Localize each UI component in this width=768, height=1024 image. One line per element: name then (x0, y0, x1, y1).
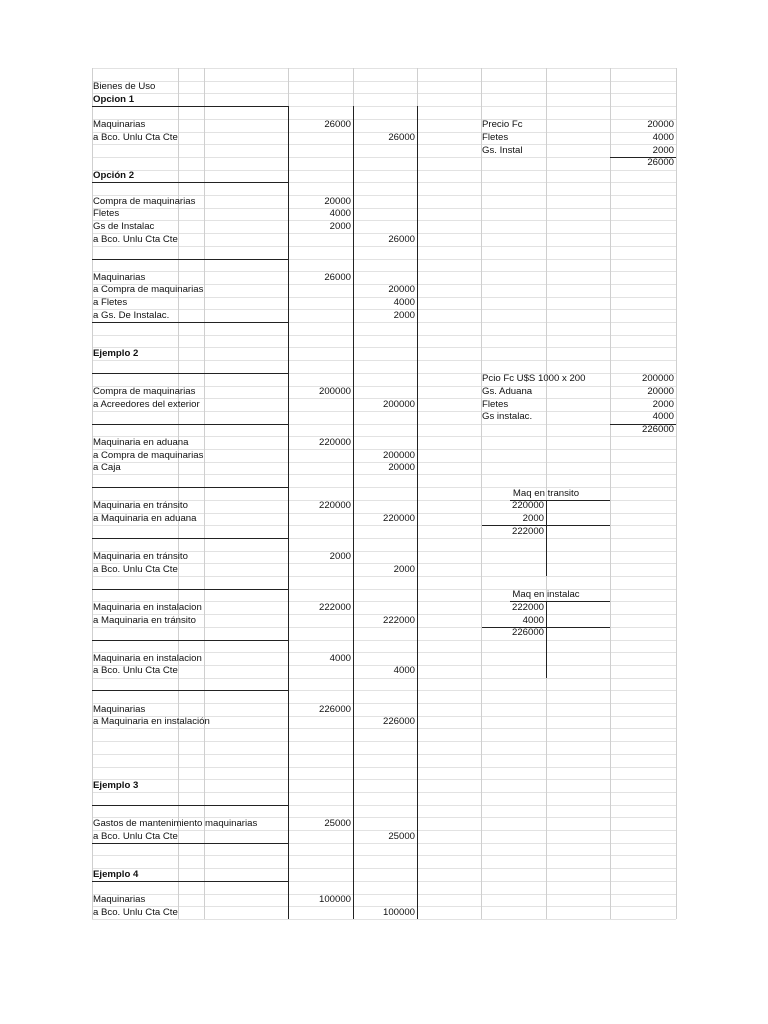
grid-row-line (92, 68, 676, 69)
journal-separator (92, 589, 288, 590)
grid-row-line (92, 170, 676, 171)
credit-amount: 26000 (388, 132, 415, 143)
t-account-amount: 222000 (511, 601, 544, 613)
account-label: a Bco. Unlu Cta Cte (93, 563, 178, 575)
t-account-amount: 2000 (522, 513, 544, 524)
debit-amount: 4000 (329, 208, 351, 220)
credit-amount: 20000 (388, 284, 415, 296)
journal-separator (92, 538, 288, 539)
grid-row-line (92, 855, 676, 856)
journal-separator (92, 424, 288, 425)
credit-amount: 222000 (382, 614, 415, 626)
grid-row-line (92, 754, 676, 755)
debit-amount: 220000 (318, 436, 351, 448)
account-label: a Bco. Unlu Cta Cte (93, 665, 178, 677)
grid-row-line (92, 81, 676, 82)
account-label: Maquinarias (93, 119, 146, 131)
credit-amount: 220000 (382, 513, 415, 524)
grid-row-line (92, 868, 676, 869)
grid-row-line (92, 157, 676, 158)
credit-amount: 25000 (388, 830, 415, 842)
account-label: a Compra de maquinarias (93, 284, 204, 296)
credit-amount: 226000 (382, 716, 415, 728)
journal-column-rule (546, 601, 547, 677)
account-label: a Maquinaria en instalación (93, 716, 210, 728)
journal-separator (92, 487, 288, 488)
account-label: Ejemplo 4 (93, 868, 139, 880)
account-label: Maquinarias (93, 703, 146, 715)
grid-row-line (92, 767, 676, 768)
account-label: a Bco. Unlu Cta Cte (93, 830, 178, 842)
debit-amount: 4000 (329, 652, 351, 664)
cost-item-label: Gs. Instal (482, 144, 523, 156)
account-label: Opcion 1 (93, 93, 135, 105)
credit-amount: 2000 (393, 309, 415, 321)
account-label: a Caja (93, 462, 121, 474)
account-label: Fletes (93, 208, 120, 220)
credit-amount: 2000 (393, 563, 415, 575)
t-account-title: Maq en instalac (512, 589, 580, 601)
account-label: a Acreedores del exterior (93, 398, 200, 410)
account-label: a Fletes (93, 297, 128, 309)
grid-row-line (92, 894, 676, 895)
grid-row-line (92, 119, 676, 120)
grid-row-line (92, 335, 676, 336)
account-label: a Bco. Unlu Cta Cte (93, 233, 178, 245)
account-label: Ejemplo 2 (93, 347, 139, 359)
cost-item-label: Fletes (482, 398, 509, 410)
account-label: Maquinarias (93, 271, 146, 283)
account-label: a Compra de maquinarias (93, 449, 204, 461)
account-label: Bienes de Uso (93, 81, 156, 93)
journal-separator (92, 259, 288, 260)
grid-row-line (92, 271, 676, 272)
account-label: Maquinaria en tránsito (93, 551, 188, 563)
account-label: a Maquinaria en tránsito (93, 614, 196, 626)
journal-column-rule (417, 106, 418, 919)
grid-row-line (92, 741, 676, 742)
account-label: a Maquinaria en aduana (93, 513, 197, 524)
credit-amount: 20000 (388, 462, 415, 474)
credit-amount: 200000 (382, 449, 415, 461)
grid-row-line (92, 792, 676, 793)
cost-amount: 4000 (652, 132, 674, 143)
credit-amount: 4000 (393, 297, 415, 309)
debit-amount: 25000 (324, 817, 351, 829)
journal-separator (92, 640, 288, 641)
account-label: Ejemplo 3 (93, 779, 139, 791)
account-label: Compra de maquinarias (93, 386, 196, 397)
t-account-title: Maq en transito (512, 487, 580, 499)
debit-amount: 2000 (329, 220, 351, 232)
cost-item-label: Gs. Aduana (482, 386, 533, 397)
credit-amount: 26000 (388, 233, 415, 245)
cost-amount: 2000 (652, 398, 674, 410)
account-label: Maquinaria en tránsito (93, 500, 188, 512)
spreadsheet-page (92, 68, 676, 928)
t-account-amount: 226000 (511, 627, 544, 639)
account-label: a Bco. Unlu Cta Cte (93, 132, 178, 143)
debit-amount: 26000 (324, 271, 351, 283)
debit-amount: 100000 (318, 894, 351, 905)
journal-separator (92, 805, 288, 806)
grid-col-line (676, 68, 677, 919)
grid-row-line (92, 360, 676, 361)
debit-amount: 226000 (318, 703, 351, 715)
cost-amount: 226000 (641, 424, 674, 436)
debit-amount: 2000 (329, 551, 351, 563)
grid-col-line (610, 68, 611, 919)
account-label: Maquinaria en aduana (93, 436, 189, 448)
cost-item-label: Gs instalac. (482, 411, 533, 423)
account-label: Opción 2 (93, 170, 135, 182)
cost-amount: 200000 (641, 373, 674, 385)
credit-amount: 200000 (382, 398, 415, 410)
cost-amount: 2000 (652, 144, 674, 156)
journal-column-rule (546, 500, 547, 576)
journal-separator (92, 373, 288, 374)
account-label: Gastos de mantenimiento maquinarias (93, 817, 258, 829)
journal-separator (92, 690, 288, 691)
grid-row-line (92, 779, 676, 780)
account-label: a Gs. De Instalac. (93, 309, 170, 321)
debit-amount: 222000 (318, 601, 351, 613)
account-label: Gs de Instalac (93, 220, 155, 232)
grid-col-line (204, 68, 205, 919)
account-label: Compra de maquinarias (93, 195, 196, 207)
grid-row-line (92, 93, 676, 94)
account-label: a Bco. Unlu Cta Cte (93, 906, 178, 918)
t-account-amount: 220000 (511, 500, 544, 512)
account-label: Maquinaria en instalacion (93, 652, 202, 664)
cost-amount: 20000 (647, 119, 674, 131)
grid-row-line (92, 703, 676, 704)
debit-amount: 26000 (324, 119, 351, 131)
t-account-amount: 222000 (511, 525, 544, 537)
cost-amount: 20000 (647, 386, 674, 397)
grid-row-line (92, 220, 676, 221)
cost-item-label: Pcio Fc U$S 1000 x 200 (482, 373, 586, 385)
credit-amount: 4000 (393, 665, 415, 677)
cost-amount: 26000 (647, 157, 674, 169)
debit-amount: 20000 (324, 195, 351, 207)
account-label: Maquinarias (93, 894, 146, 905)
debit-amount: 220000 (318, 500, 351, 512)
cost-amount: 4000 (652, 411, 674, 423)
account-label: Maquinaria en instalacion (93, 601, 202, 613)
grid-row-line (92, 347, 676, 348)
t-account-amount: 4000 (522, 614, 544, 626)
debit-amount: 200000 (318, 386, 351, 397)
cost-item-label: Precio Fc (482, 119, 523, 131)
cost-item-label: Fletes (482, 132, 509, 143)
credit-amount: 100000 (382, 906, 415, 918)
